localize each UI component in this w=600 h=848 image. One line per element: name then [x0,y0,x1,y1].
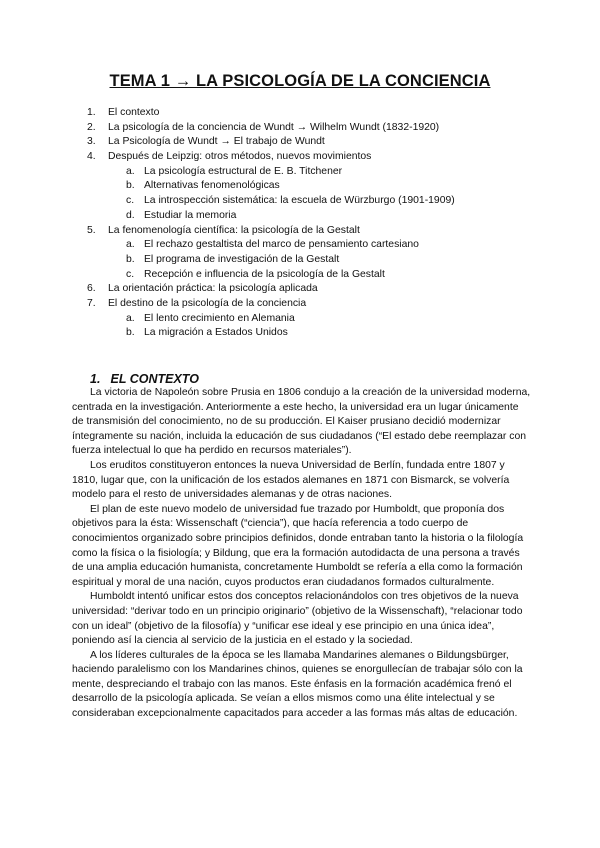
toc-subitem [0,194,600,209]
toc-subitem-text: El lento crecimiento en Alemania [144,312,295,324]
toc-subitem-text: Estudiar la memoria [144,209,237,221]
toc-subitem-letter: c. [126,195,135,207]
toc-item-text: La psicología de la conciencia de Wundt → Wilhelm Wundt (1832-1920) [108,121,440,133]
section-number: 1. [90,372,101,386]
table-of-contents [0,106,600,341]
toc-subitem-letter: c. [126,268,135,280]
toc-subitem-letter: a. [126,312,135,324]
toc-item-number: 4. [87,151,96,163]
toc-item [0,121,600,136]
section-heading [90,372,199,386]
toc-subitem-text: El rechazo gestaltista del marco de pensamiento cartesiano [144,239,419,251]
body-paragraph: El plan de este nuevo modelo de universidad fue trazado por Humboldt, que proponía dos objetivos para la ésta: Wissenschaft (“ciencia”), que hacía referencia a todo cuerpo de conocimientos organizado sobre principios definidos, donde entraban tanto la historia o la filología como la física o la fisiología; y Bildung, que era la formación autodidacta de una persona a través de una amplia educación humanista, concretamente Humboldt se refería a ella como la formación espiritual y moral de una nación, cuyos productos eran ciudadanos formados culturalmente. [72,503,524,588]
toc-subitem-text: Recepción e influencia de la psicología de la Gestalt [144,268,385,280]
toc-item-text: Después de Leipzig: otros métodos, nuevos movimientos [108,151,372,163]
toc-subitem-text: Alternativas fenomenológicas [144,180,280,192]
toc-subitem-letter: b. [126,180,135,192]
body-paragraph: Los eruditos constituyeron entonces la nueva Universidad de Berlín, fundada entre 1807 y 1810, lugar que, con la unificación de los estados alemanes en 1871 con Bismarck, se volvería modelo para el resto de universidades alemanas y de otras naciones. [72,459,510,501]
toc-item [0,135,600,150]
toc-item-number: 1. [87,107,96,118]
toc-item-text: La fenomenología científica: la psicología de la Gestalt [108,224,360,236]
toc-subitem-letter: b. [126,253,135,265]
toc-subitem-text: La psicología estructural de E. B. Titchener [144,165,343,177]
page-title: TEMA 1 → LA PSICOLOGÍA DE LA CONCIENCIA [109,72,491,90]
toc-subitem [0,238,600,253]
section-title: EL CONTEXTO [110,372,199,386]
toc-item-text: La Psicología de Wundt → El trabajo de Wundt [108,136,325,148]
body-paragraph: A los líderes culturales de la época se les llamaba Mandarines alemanes o Bildungsbürger, haciendo paralelismo con los Mandarines chinos, quienes se enorgullecían de trabajar sólo con la mente, despreciando el trabajo con las manos. Este énfasis en la formación académica frenó el desarrollo de la psicología aplicada. Se veían a ellos mismos como una élite intelectual y se consideraban excepcionalmente capacitados para acceder a las formas más altas de educación. [72,649,523,720]
section-body [72,386,532,722]
toc-item-text: El contexto [108,107,160,118]
toc-item [0,224,600,239]
toc-item-number: 2. [87,121,96,133]
toc-subitem [0,165,600,180]
body-paragraph: La victoria de Napoleón sobre Prusia en 1806 condujo a la creación de la universidad moderna, centrada en la investigación. Anteriormente a este hecho, la universidad era un lugar únicamente de transmisión del conocimiento, no de su producción. El Kaiser prusiano decidió modernizar íntegramente su nación, incluida la educación de sus ciudadanos (“El estado debe reemplazar con fuerza intelectual lo que ha perdido en recursos materiales”). [72,387,531,457]
toc-item [0,297,600,312]
toc-item-number: 7. [87,297,96,309]
toc-subitem-letter: a. [126,165,135,177]
toc-subitem-text: La introspección sistemática: la escuela de Würzburgo (1901-1909) [144,195,455,207]
toc-subitem-text: El programa de investigación de la Gestalt [144,253,340,265]
toc-subitem-letter: b. [126,327,135,339]
toc-subitem [0,326,600,341]
toc-subitem [0,312,600,327]
toc-item-number: 3. [87,136,96,148]
body-paragraph: Humboldt intentó unificar estos dos conceptos relacionándolos con tres objetivos de la nueva universidad: “derivar todo en un principio originario” (objetivo de la Wissenschaft), “relacionar todo con un ideal” (objetivo de la filosofía) y “unificar ese ideal y ese principio en una única idea”, poniendo así la ciencia al servicio de la justicia en el estado y la sociedad. [72,591,523,647]
toc-subitem [0,179,600,194]
toc-subitem [0,253,600,268]
toc-item-number: 6. [87,283,96,295]
toc-item [0,282,600,297]
toc-item-text: El destino de la psicología de la conciencia [108,297,307,309]
toc-subitem [0,209,600,224]
toc-item-text: La orientación práctica: la psicología aplicada [108,283,318,295]
toc-item-number: 5. [87,224,96,236]
toc-subitem-letter: a. [126,239,135,251]
toc-subitem-text: La migración a Estados Unidos [144,327,288,339]
toc-subitem [0,268,600,283]
toc-item [0,106,600,121]
toc-item [0,150,600,165]
toc-subitem-letter: d. [126,209,135,221]
